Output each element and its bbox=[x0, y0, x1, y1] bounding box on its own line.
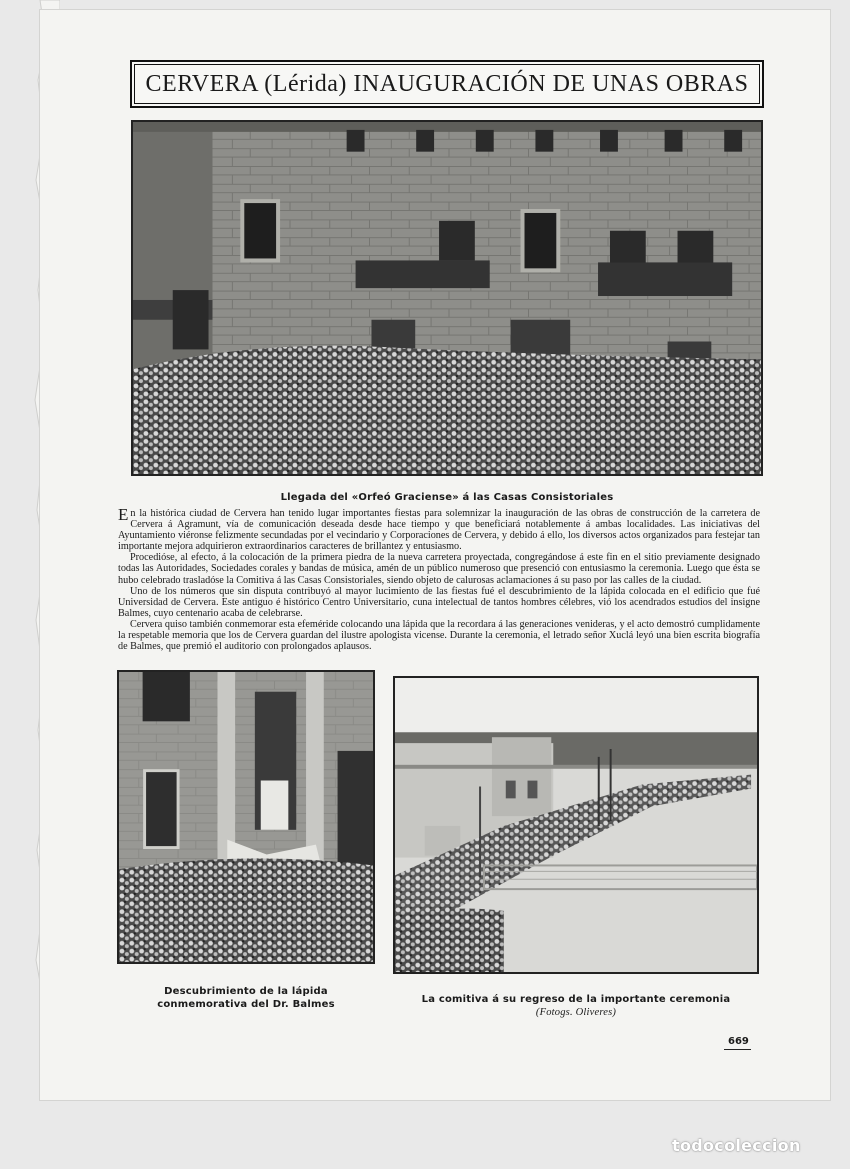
headline-frame bbox=[130, 60, 764, 108]
page-number: 669 bbox=[724, 1036, 751, 1050]
headline: CERVERA (Lérida) INAUGURACIÓN DE UNAS OBRAS bbox=[145, 70, 749, 97]
caption-bottom-right-text: La comitiva á su regreso de la importante ceremonia bbox=[421, 994, 731, 1005]
article-paragraph-2: Procedióse, al efecto, á la colocación de la primera piedra de la nueva carretera proyectada, congregándose á este fin en el sitio previamente designado todas las Autoridades, Sociedades corales y bandas de música, amén de un público numeroso que presenció con entusiasmo la ceremonia. Luego que ésta se hubo celebrado trasladóse la Comitiva á las Casas Consistoriales, siendo objeto de calurosas aclamaciones á su paso por las calles de la ciudad. bbox=[118, 552, 760, 586]
caption-bottom-right-photo bbox=[393, 993, 759, 1019]
caption-top-photo: Llegada del «Orfeó Graciense» á las Casas Consistoriales bbox=[280, 492, 614, 503]
article-body bbox=[118, 505, 760, 653]
photo-town-hall-crowd bbox=[131, 120, 763, 476]
photo-procession-return bbox=[393, 676, 759, 974]
article-paragraph-1: En la histórica ciudad de Cervera han tenido lugar importantes fiestas para solemnizar la inauguración de las obras de construcción de la carretera de Cervera á Agramunt, vía de comunicación deseada desde hace tiempo y que beneficiará notablemente á ambas localidades. Las iniciativas del Ayuntamiento viéronse felizmente secundadas por el vecindario y Corporaciones de Cervera, y debido á ello, los diversos actos organizados para festejar tan importante mejora adquirieron extraordinarios caracteres de brillantez y entusiasmo. bbox=[118, 505, 760, 553]
photo-credit: (Fotogs. Oliveres) bbox=[535, 1007, 617, 1018]
photo-plaque-unveiling bbox=[117, 670, 375, 964]
caption-bottom-left-photo: Descubrimiento de la lápida conmemorativa del Dr. Balmes bbox=[157, 986, 335, 1010]
watermark-text: todocoleccion bbox=[672, 1136, 801, 1155]
article-paragraph-4: Cervera quiso también conmemorar esta efeméride colocando una lápida que la recordara á las generaciones venideras, y el acto demostró cumplidamente la respetable memoria que los de Cervera guardan del ilustre apologista vicense. Durante la ceremonia, el letrado señor Xuclá leyó una bien escrita biografía de Balmes, que premió el auditorio con prolongados aplausos. bbox=[118, 618, 760, 653]
drop-cap: E bbox=[118, 505, 129, 524]
article-paragraph-3: Uno de los números que sin disputa contribuyó al mayor lucimiento de las fiestas fué el descubrimiento de la lápida colocada en el edificio que fué Universidad de Cervera. Este antiguo é histórico Centro Universitario, cuna intelectual de tantos hombres célebres, vió los acendrados estudios del insigne Balmes, cuyo centenario acaba de celebrarse. bbox=[118, 585, 760, 619]
